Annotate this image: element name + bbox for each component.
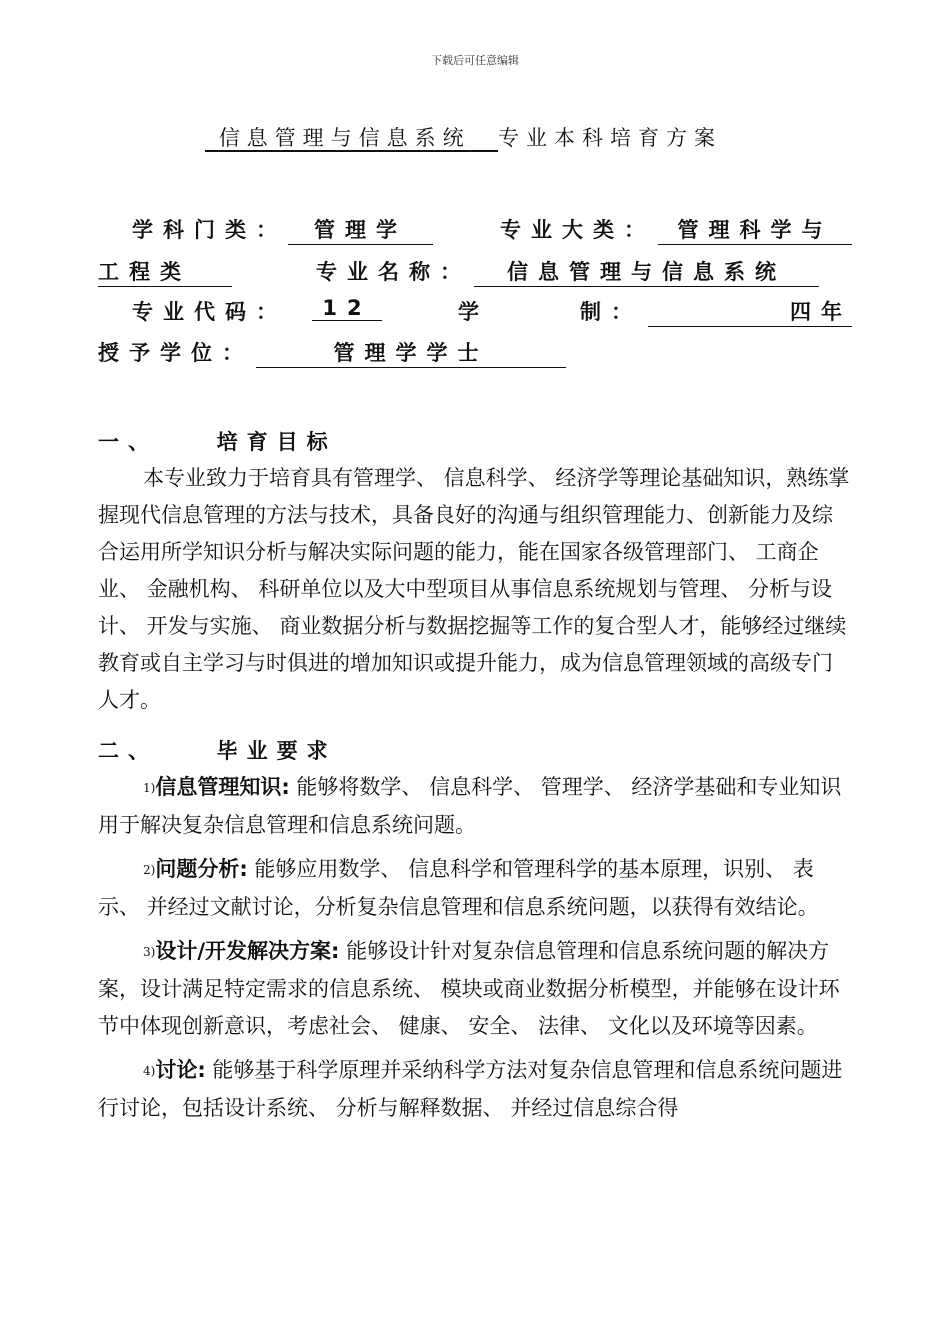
title-major: 信息管理与信息系统 [218, 126, 471, 150]
section2-title: 毕业要求 [216, 739, 337, 763]
title-suffix: 专业本科培育方案 [498, 126, 723, 150]
requirement-item: 3)设计/开发解决方案: 能够设计针对复杂信息管理和信息系统问题的解决方案，设计满足特定需求的信息系统、 模块或商业数据分析模型，并能够在设计环节中体现创新意识，考虑社会、 健康、 安全、 法律、 文化以及环境等因素。 [98, 939, 840, 1038]
section1-heading [98, 426, 337, 456]
requirement-item: 4)讨论: 能够基于科学原理并采纳科学方法对复杂信息管理和信息系统问题进行讨论，包括设计系统、 分析与解释数据、 并经过信息综合得 [98, 1058, 843, 1120]
duration-label-1: 学 [458, 300, 489, 324]
header-note: 下载后可任意编辑 [431, 54, 519, 67]
duration-label-2: 制： [580, 300, 642, 324]
major-name-label: 专业名称： [316, 260, 471, 284]
duration-value: 四年 [648, 296, 852, 327]
major-class-value: 管理科学与 [658, 214, 852, 245]
code-label: 专业代码： [132, 300, 287, 324]
section1-number: 一、 [98, 430, 158, 454]
code-value: 12 [312, 296, 382, 321]
section1-title: 培育目标 [216, 430, 337, 454]
section2-heading [98, 735, 337, 765]
major-class-value-cont: 工程类 [98, 256, 232, 287]
requirements-list [98, 769, 853, 1127]
requirement-item: 1)信息管理知识: 能够将数学、 信息科学、 管理学、 经济学基础和专业知识用于解决复杂信息管理和信息系统问题。 [98, 775, 842, 837]
major-class-label: 专业大类： [500, 218, 655, 242]
degree-value: 管理学学士 [256, 337, 566, 368]
category-value: 管理学 [288, 214, 433, 245]
requirement-item: 2)问题分析: 能够应用数学、 信息科学和管理科学的基本原理，识别、 表示、 并经过文献讨论，分析复杂信息管理和信息系统问题，以获得有效结论。 [98, 857, 819, 919]
section1-body: 本专业致力于培育具有管理学、 信息科学、 经济学等理论基础知识，熟练掌握现代信息管理的方法与技术，具备良好的沟通与组织管理能力、创新能力及综合运用所学知识分析与解决实际问题的能力，能在国家各级管理部门、 工商企业、 金融机构、 科研单位以及大中型项目从事信息系统规划与管理、 分析与设计、 开发与实施、 商业数据分析与数据挖掘等工作的复合型人才，能够经过继续教育或自主学习与时俱进的增加知识或提升能力，成为信息管理领域的高级专门人才。 [98, 466, 850, 712]
section2-number: 二、 [98, 739, 158, 763]
degree-label: 授予学位： [98, 341, 253, 365]
major-name-value: 信息管理与信息系统 [474, 256, 819, 287]
document-title [205, 122, 722, 152]
category-label: 学科门类： [132, 218, 287, 242]
